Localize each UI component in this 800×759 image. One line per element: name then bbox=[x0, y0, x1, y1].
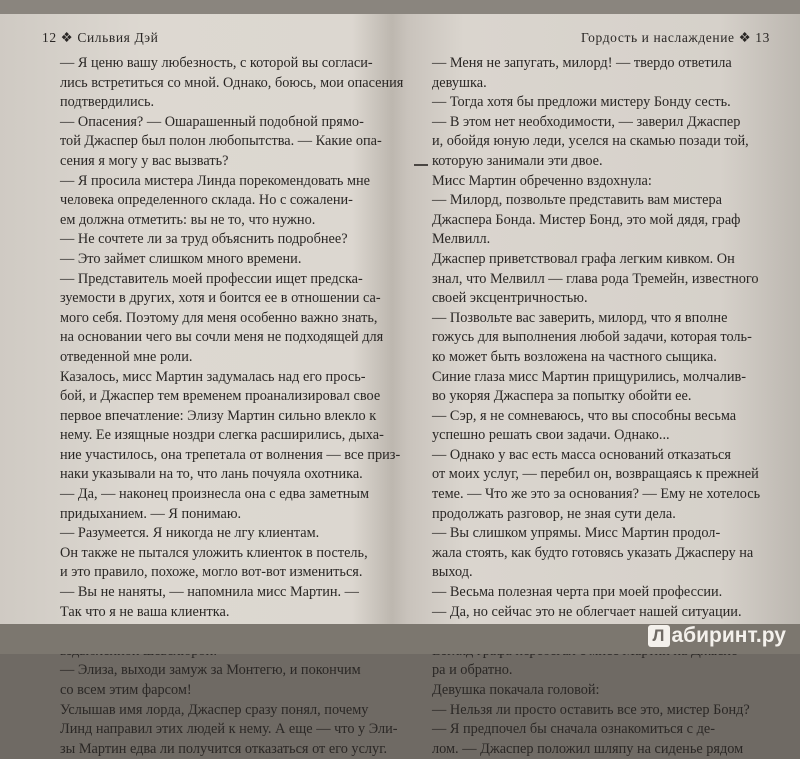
text-line: Джаспера Бонда. Мистер Бонд, это мой дядя, граф bbox=[432, 211, 741, 228]
text-line: мого себя. Поэтому для меня особенно важно знать, bbox=[60, 309, 378, 326]
text-line: — Милорд, позвольте представить вам мистера bbox=[432, 192, 722, 209]
text-line: Мисс Мартин обреченно вздохнула: bbox=[432, 172, 652, 189]
text-line: Синие глаза мисс Мартин прищурились, молчалив- bbox=[432, 368, 747, 385]
text-line: — Я ценю вашу любезность, с которой вы согласи- bbox=[60, 55, 373, 71]
text-line: — Позвольте вас заверить, милорд, что я вполне bbox=[432, 309, 728, 326]
text-line: и это правило, похоже, могло вот-вот измениться. bbox=[60, 564, 363, 581]
text-line: — Нельзя ли просто оставить все это, мистер Бонд? bbox=[432, 701, 750, 718]
text-line: ко может быть возложена на частного сыщика. bbox=[432, 348, 717, 365]
text-line: ра и обратно. bbox=[432, 662, 513, 679]
text-line: — Представитель моей профессии ищет предска- bbox=[60, 270, 363, 287]
text-line: девушка. bbox=[432, 74, 487, 91]
text-line: — Да, но сейчас это не облегчает нашей ситуации. bbox=[432, 603, 742, 620]
text-line: — Я просила мистера Линда порекомендовать мне bbox=[60, 172, 371, 189]
text-line: бой, и Джаспер тем временем проанализировал свое bbox=[60, 388, 381, 405]
text-line: Он также не пытался уложить клиенток в постель, bbox=[60, 544, 368, 561]
text-line: отведенной мне роли. bbox=[60, 348, 193, 365]
text-line: успешно решать свои задачи. Однако... bbox=[432, 427, 670, 444]
text-line: выход. bbox=[432, 564, 473, 581]
text-line: сения я могу у вас вызвать? bbox=[60, 152, 229, 169]
text-line: — Это займет слишком много времени. bbox=[60, 250, 302, 267]
text-line: — Тогда хотя бы предложи мистеру Бонду сесть. bbox=[432, 94, 731, 111]
text-line: во укоряя Джаспера за попытку обойти ее. bbox=[432, 388, 692, 405]
text-line: нему. Ее изящные ноздри слегка расширились, дыха- bbox=[60, 427, 384, 444]
text-line: — Опасения? — Ошарашенный подобной прямо- bbox=[60, 113, 364, 130]
text-line: жала стоять, как будто готовясь указать Джасперу на bbox=[432, 544, 754, 561]
text-line: — Сэр, я не сомневаюсь, что вы способны весьма bbox=[432, 407, 737, 424]
right-page-header: Гордость и наслаждение ❖ 13 bbox=[580, 30, 770, 45]
text-line: — Меня не запугать, милорд! — твердо ответила bbox=[432, 55, 732, 71]
text-line: человека определенного склада. Но с сожалени- bbox=[60, 192, 353, 209]
text-line: — Элиза, выходи замуж за Монтегю, и покончим bbox=[60, 662, 361, 679]
text-line: от моих услуг, — перебил он, возвращаясь к прежней bbox=[432, 466, 759, 483]
left-page bbox=[26, 14, 411, 757]
text-line: и, обойдя юную леди, уселся на скамью позади той, bbox=[432, 133, 749, 150]
text-line: Джаспер приветствовал графа легким кивком. Он bbox=[432, 250, 735, 267]
text-line: той Джаспер был полон любопытства. — Какие опа- bbox=[60, 133, 382, 150]
text-line: — Вы не наняты, — напомнила мисс Мартин. — bbox=[60, 584, 359, 601]
watermark bbox=[648, 624, 787, 648]
text-line: — Я предпочел бы сначала ознакомиться с де- bbox=[432, 721, 715, 738]
text-line: Услышав имя лорда, Джаспер сразу понял, почему bbox=[60, 701, 369, 718]
text-line: — Да, — наконец произнесла она с едва заметным bbox=[60, 486, 370, 503]
text-line: — Вы слишком упрямы. Мисс Мартин продол- bbox=[432, 525, 721, 542]
text-line: зы Мартин едва ли получится отказаться от его услуг. bbox=[60, 740, 388, 757]
gutter-mark bbox=[414, 164, 428, 166]
text-line: — В этом нет необходимости, — заверил Джаспер bbox=[432, 113, 741, 130]
text-line: лом. — Джаспер положил шляпу на сиденье рядом bbox=[432, 740, 744, 757]
text-line: ние участилось, она трепетала от волнения — все приз- bbox=[60, 446, 401, 463]
text-line: теме. — Что же это за основания? — Ему не хотелось bbox=[432, 486, 761, 503]
text-line: продолжать разговор, не зная сути дела. bbox=[432, 505, 676, 522]
watermark-text: абиринт.ру bbox=[671, 624, 786, 647]
text-line: Линд направил этих людей к нему. А еще — что у Эли- bbox=[60, 721, 398, 738]
text-line: — Разумеется. Я никогда не лгу клиентам. bbox=[60, 525, 320, 542]
text-line: зуемости в других, хотя и боится ее в отношении са- bbox=[60, 290, 381, 307]
text-line: наки указывали на то, что лань почуяла охотника. bbox=[60, 466, 363, 483]
text-line: знал, что Мелвилл — глава рода Тремейн, известного bbox=[432, 270, 759, 287]
text-line: Мелвилл. bbox=[432, 231, 491, 248]
text-line: Девушка покачала головой: bbox=[432, 682, 600, 698]
left-page-header: 12 ❖ Сильвия Дэй bbox=[42, 30, 159, 45]
text-line: подтвердились. bbox=[60, 94, 155, 111]
text-line: — Не сочтете ли за труд объяснить подробнее? bbox=[60, 231, 348, 248]
text-line: которую занимали эти двое. bbox=[432, 152, 603, 169]
text-line: лись встретиться со мной. Однако, боюсь, мои опасения bbox=[60, 74, 404, 91]
text-line: — Однако у вас есть масса оснований отказаться bbox=[432, 446, 731, 463]
text-line: на основании чего вы сочли меня не подходящей для bbox=[60, 329, 384, 346]
text-line: гожусь для выполнения любой задачи, которая толь- bbox=[432, 329, 752, 346]
text-line: Казалось, мисс Мартин задумалась над его прось- bbox=[60, 368, 366, 385]
text-line: придыханием. — Я понимаю. bbox=[60, 505, 242, 522]
text-line: первое впечатление: Элизу Мартин сильно влекло к bbox=[60, 407, 377, 424]
watermark-logo-icon: Л bbox=[648, 625, 670, 647]
text-line: — Весьма полезная черта при моей профессии. bbox=[432, 584, 723, 601]
text-line: ем должна отметить: вы не то, что нужно. bbox=[60, 211, 316, 228]
background-top bbox=[0, 0, 800, 14]
text-line: Так что я не ваша клиентка. bbox=[60, 603, 230, 620]
text-line: своей эксцентричностью. bbox=[432, 290, 588, 307]
text-line: со всем этим фарсом! bbox=[60, 682, 192, 698]
